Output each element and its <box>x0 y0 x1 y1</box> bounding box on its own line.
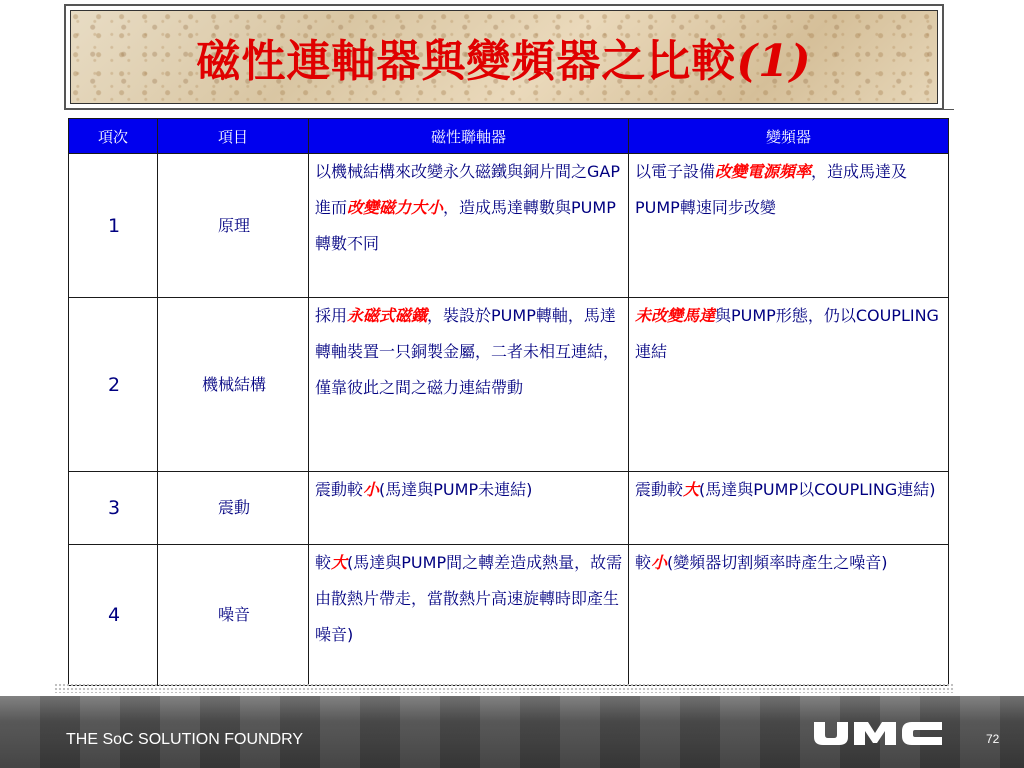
cell-text: 震動較 <box>315 480 364 499</box>
slide-title-main: 磁性連軸器與變頻器之比較 <box>196 36 737 87</box>
table-row <box>69 298 949 472</box>
cell-text: 採用 <box>315 306 348 325</box>
highlighted-text: 小 <box>363 480 380 499</box>
cell-text: (馬達與PUMP未連結) <box>379 480 533 499</box>
highlighted-text: 小 <box>651 553 668 572</box>
cell-text: ，造成馬達及PUMP轉速同步改變 <box>635 162 908 217</box>
row-item: 機械結構 <box>158 298 309 472</box>
row-number: 4 <box>69 545 158 686</box>
table-header-row <box>69 119 949 154</box>
slide-title <box>196 25 811 89</box>
title-rule <box>940 109 954 110</box>
inverter-cell <box>629 298 949 472</box>
header-index: 項次 <box>69 119 158 154</box>
table-row <box>69 472 949 545</box>
cell-text: 以機械結構來改變永久磁鐵與銅片間之GAP進而 <box>315 162 620 217</box>
cell-text: 震動較 <box>635 480 684 499</box>
highlighted-text: 改變磁力大小 <box>347 198 444 217</box>
cell-text: ，裝設於PUMP轉軸，馬達轉軸裝置一只銅製金屬，二者未相互連結，僅靠彼此之間之磁力連結帶動 <box>315 306 620 397</box>
table-row <box>69 154 949 298</box>
comparison-table <box>68 118 949 686</box>
inverter-cell <box>629 545 949 686</box>
highlighted-text: 改變電源頻率 <box>715 162 812 181</box>
cell-text: (變頻器切割頻率時產生之噪音) <box>667 553 888 572</box>
row-number: 1 <box>69 154 158 298</box>
cell-text: 較 <box>315 553 332 572</box>
cell-text: 以電子設備 <box>635 162 716 181</box>
cell-text: ，造成馬達轉數與PUMP轉數不同 <box>315 198 616 253</box>
footer-bar <box>0 696 1024 768</box>
footer-tagline: THE SoC SOLUTION FOUNDRY <box>66 731 304 748</box>
magnetic-coupling-cell <box>309 298 629 472</box>
highlighted-text: 大 <box>331 553 348 572</box>
header-item: 項目 <box>158 119 309 154</box>
magnetic-coupling-cell <box>309 154 629 298</box>
magnetic-coupling-cell <box>309 472 629 545</box>
inverter-cell <box>629 472 949 545</box>
title-frame <box>64 4 944 110</box>
row-item: 震動 <box>158 472 309 545</box>
inverter-cell <box>629 154 949 298</box>
header-inverter: 變頻器 <box>629 119 949 154</box>
row-number: 3 <box>69 472 158 545</box>
cell-text: (馬達與PUMP間之轉差造成熱量，故需由散熱片帶走，當散熱片高速旋轉時即產生噪音) <box>315 553 623 644</box>
slide-title-number: (1) <box>736 36 812 87</box>
row-number: 2 <box>69 298 158 472</box>
cell-text: (馬達與PUMP以COUPLING連結) <box>699 480 936 499</box>
row-item: 原理 <box>158 154 309 298</box>
dotted-separator <box>54 683 954 693</box>
header-magnetic-coupling: 磁性聯軸器 <box>309 119 629 154</box>
highlighted-text: 永磁式磁鐵 <box>347 306 428 325</box>
table-row <box>69 545 949 686</box>
row-item: 噪音 <box>158 545 309 686</box>
cell-text: 較 <box>635 553 652 572</box>
highlighted-text: 未改變馬達 <box>635 306 716 325</box>
cell-text: 與PUMP形態，仍以COUPLING連結 <box>635 306 939 361</box>
page-number: 72 <box>986 732 1000 746</box>
highlighted-text: 大 <box>683 480 700 499</box>
title-parchment-background <box>70 10 938 104</box>
magnetic-coupling-cell <box>309 545 629 686</box>
umc-logo <box>812 720 944 746</box>
